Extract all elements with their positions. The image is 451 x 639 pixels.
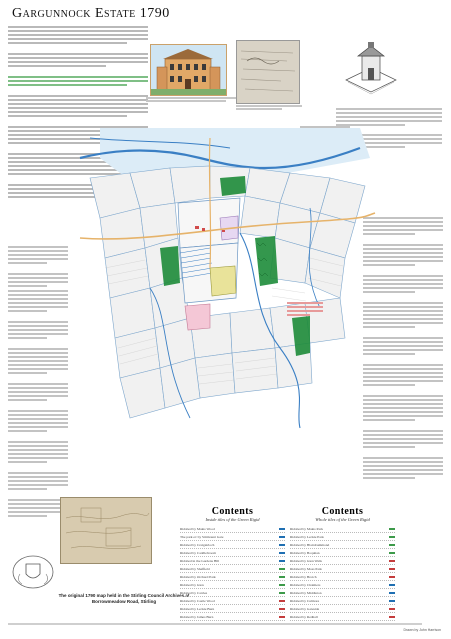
contents-entry[interactable]: Ridabed by Leckie Park <box>290 533 395 541</box>
contents-panel-left <box>180 506 285 621</box>
contents-entry[interactable]: Ridabed in the Gardens Hill <box>180 557 285 565</box>
contents-entry[interactable]: Ridabed by Chalmers <box>290 581 395 589</box>
contents-entry[interactable]: Ridabed by James Burn <box>180 613 285 621</box>
contents-panel-right <box>290 506 395 621</box>
old-document-image <box>236 40 300 104</box>
contents-entry[interactable]: Ridabed by Craigairloch <box>180 541 285 549</box>
contents-entry[interactable]: Ridabed by Shaffield <box>180 565 285 573</box>
left-narrow-text-2 <box>8 270 68 519</box>
contents-entry[interactable]: Ridabed by Blairdrummond <box>290 541 395 549</box>
contents-entry[interactable]: Ridabed by Gateside <box>290 605 395 613</box>
contents-heading-right: Contents <box>321 506 364 517</box>
contents-entry[interactable]: Ridabed by Culmore <box>290 597 395 605</box>
contents-entry[interactable]: Ridabed by Broich <box>290 573 395 581</box>
contents-entry[interactable]: Ridabed by Glen Walk <box>290 557 395 565</box>
contents-entry[interactable]: Ridabed by Glen <box>180 581 285 589</box>
footer-notes <box>8 622 444 634</box>
contents-entry[interactable]: Ridabed by Mains Wood <box>180 525 285 533</box>
contents-entry[interactable]: Ridabed by Boquhan <box>290 549 395 557</box>
map-annotation <box>287 300 323 318</box>
document-caption <box>236 104 302 111</box>
contents-entry[interactable]: Ridabed by Redhall <box>290 613 395 621</box>
contents-entry[interactable]: Ridabed by Moss Park <box>290 565 395 573</box>
contents-heading-left: Contents <box>211 506 254 517</box>
contents-subheading-left: Inside tiles of the Green Rigid <box>205 517 260 522</box>
house-caption <box>146 96 246 103</box>
contents-entry[interactable]: Ridabed by Castle Wood <box>180 597 285 605</box>
original-map-photo <box>60 497 152 564</box>
original-map-caption: The original 1790 map held in the Stirling Council Archives at Borrowmeadow Road, Stirling <box>58 593 190 604</box>
credit-line: Drawn by John Harrison <box>403 628 441 632</box>
contents-entry[interactable]: Ridabed by Middleton <box>290 589 395 597</box>
contents-entry[interactable]: Ridabed by Leckie Burn <box>180 605 285 613</box>
contents-entry[interactable]: Ridabed by Caddlebroom <box>180 549 285 557</box>
house-illustration <box>150 44 227 96</box>
contents-entry[interactable]: Ridabed by Orchard Park <box>180 573 285 581</box>
contents-entry[interactable]: Ridabed by Mains Park <box>290 525 395 533</box>
estate-map <box>60 118 380 438</box>
contents-subheading-right: Whole tiles of the Green Rigid <box>315 517 370 522</box>
dovecote-sketch <box>338 36 404 104</box>
coat-of-arms-sketch <box>8 552 58 592</box>
contents-entry[interactable]: The park ev by Stirmount Gate <box>180 533 285 541</box>
poster-title: Gargunnock Estate 1790 <box>12 6 170 21</box>
contents-entry[interactable]: Ridabed by Carrlee <box>180 589 285 597</box>
